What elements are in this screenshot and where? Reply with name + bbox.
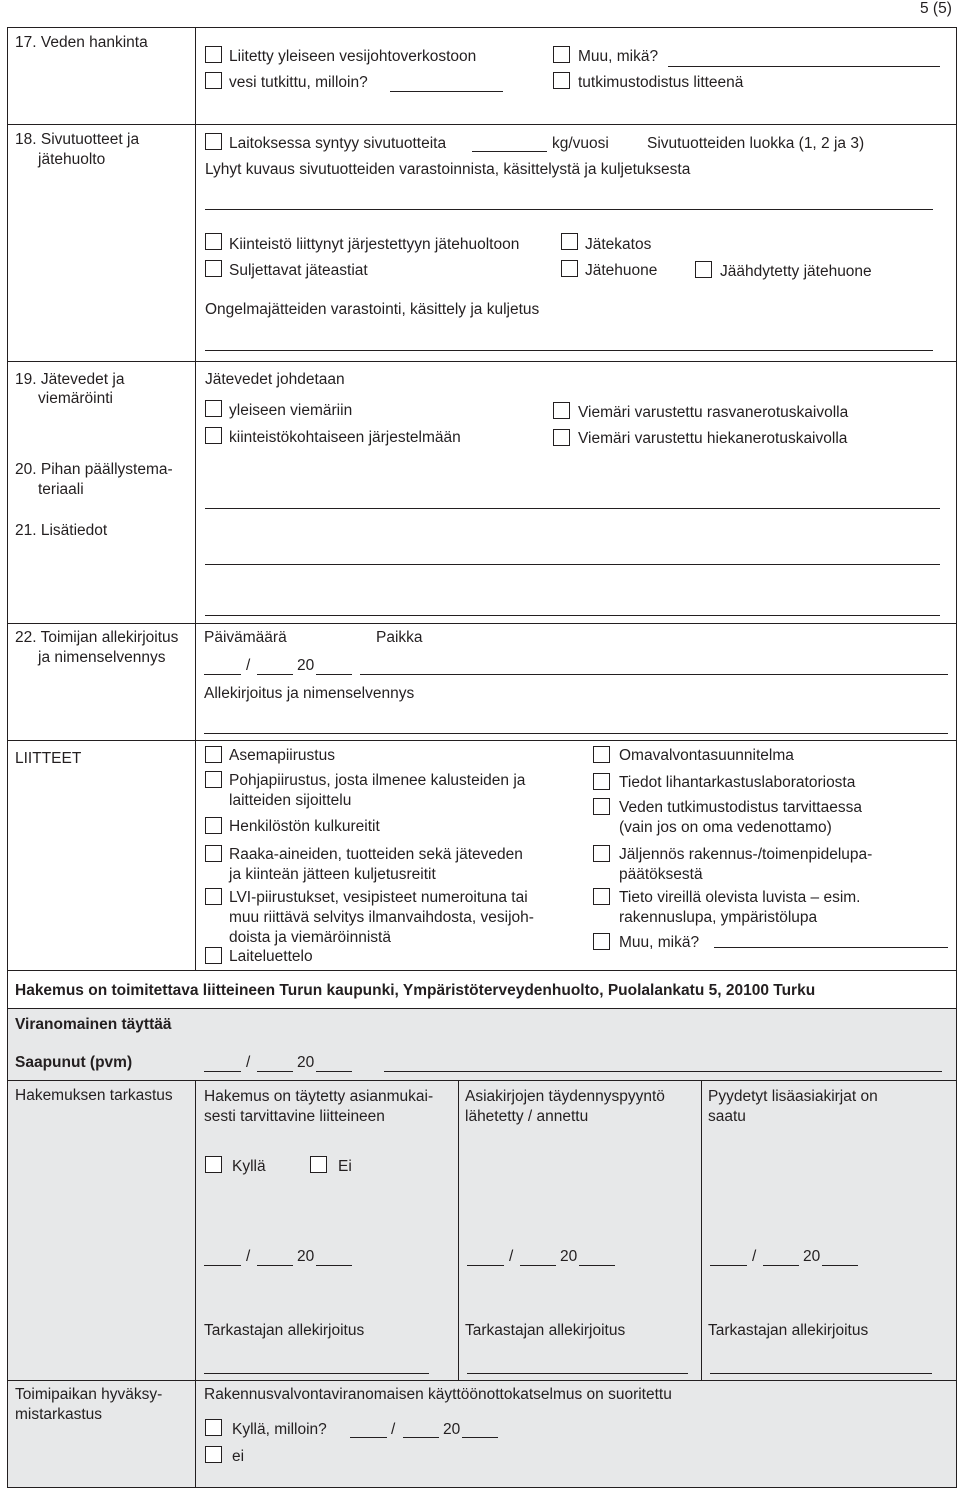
- s19-o3: Viemäri varustettu rasvanerotuskaivolla: [578, 404, 849, 421]
- checkbox-s17-connected[interactable]: [205, 46, 222, 63]
- s18-byproducts: Laitoksessa syntyy sivutuotteita: [229, 135, 447, 152]
- s22-year-field[interactable]: [316, 674, 352, 675]
- arrived-month-field[interactable]: [257, 1071, 293, 1072]
- check-c1-line2: sesti tarvittavine liitteineen: [204, 1108, 385, 1125]
- checkbox-property-system[interactable]: [205, 427, 222, 444]
- s19-o1: yleiseen viemäriin: [229, 402, 353, 419]
- col2-year-field[interactable]: [822, 1265, 858, 1266]
- s18-w2: Jätekatos: [585, 236, 652, 253]
- checkbox-s17-other[interactable]: [553, 46, 570, 63]
- attachment-left-4-line-0: LVI-piirustukset, vesipisteet numeroituna tai: [229, 889, 528, 906]
- s21-field-2[interactable]: [205, 615, 940, 616]
- arrived-slash: /: [246, 1054, 251, 1071]
- attachment-left-0-line-0: Asemapiirustus: [229, 747, 335, 764]
- check-label: Hakemuksen tarkastus: [15, 1087, 173, 1104]
- checkbox-attachment-left-4[interactable]: [205, 888, 222, 905]
- s17-opt4: tutkimustodistus litteenä: [578, 74, 744, 91]
- submit-instruction: Hakemus on toimitettava liitteineen Turun kaupunki, Ympäristöterveydenhuolto, Puolalankatu 5, 20100 Turku: [15, 982, 816, 999]
- inspector-label-2: Tarkastajan allekirjoitus: [465, 1322, 626, 1339]
- attachment-right-4-line-1: rakennuslupa, ympäristölupa: [619, 909, 818, 926]
- attachment-right-0-line-0: Omavalvontasuunnitelma: [619, 747, 794, 764]
- inspection-month-field[interactable]: [403, 1437, 439, 1438]
- col0-day-field[interactable]: [204, 1265, 241, 1266]
- checkbox-s17-tested[interactable]: [205, 72, 222, 89]
- attachments-label: LIITTEET: [15, 750, 82, 767]
- checkbox-inspection-yes[interactable]: [205, 1419, 222, 1436]
- attachment-right-2-line-1: (vain jos on oma vedenottamo): [619, 819, 832, 836]
- authority-title: Viranomainen täyttää: [15, 1016, 172, 1033]
- attachment-right-3-line-1: päätöksestä: [619, 866, 703, 883]
- col0-year: 20: [297, 1248, 315, 1265]
- checkbox-attachment-left-1[interactable]: [205, 771, 222, 788]
- s22-year: 20: [297, 657, 315, 674]
- attachment-left-4-line-1: muu riittävä selvitys ilmanvaihdosta, vesijoh-: [229, 909, 534, 926]
- s18-label2: jätehuolto: [38, 151, 106, 168]
- s22-label1: 22. Toimijan allekirjoitus: [15, 629, 179, 646]
- s20-label2: teriaali: [38, 481, 84, 498]
- attachment-right-2-line-0: Veden tutkimustodistus tarvittaessa: [619, 799, 862, 816]
- attachment-left-4-line-2: doista ja viemäröinnistä: [229, 929, 391, 946]
- s17-tested-field[interactable]: [390, 91, 503, 92]
- checkbox-byproducts[interactable]: [205, 133, 222, 150]
- col2-month-field[interactable]: [763, 1265, 799, 1266]
- checkbox-s17-cert[interactable]: [553, 72, 570, 89]
- s18-w3: Suljettavat jäteastiat: [229, 262, 368, 279]
- checkbox-closable-bins[interactable]: [205, 260, 222, 277]
- col0-year-field[interactable]: [316, 1265, 352, 1266]
- inspection-year: 20: [443, 1421, 461, 1438]
- s20-field[interactable]: [205, 508, 940, 509]
- s22-date-label: Päivämäärä: [204, 629, 287, 646]
- s22-sign-label: Allekirjoitus ja nimenselvennys: [204, 685, 415, 702]
- s18-w5: Jäähdytetty jätehuone: [720, 263, 872, 280]
- attachment-other-field[interactable]: [714, 947, 948, 948]
- checkbox-attachment-right-1[interactable]: [593, 773, 610, 790]
- approval-label-1: Toimipaikan hyväksy-: [15, 1386, 163, 1403]
- approval-label-2: mistarkastus: [15, 1406, 102, 1423]
- inspection-yes-label: Kyllä, milloin?: [232, 1421, 327, 1438]
- checkbox-attachment-left-5[interactable]: [205, 947, 222, 964]
- col1-day-field[interactable]: [467, 1265, 504, 1266]
- checkbox-attachment-right-4[interactable]: [593, 888, 610, 905]
- s18-hazard-field[interactable]: [205, 350, 933, 351]
- check-c2-line1: Asiakirjojen täydennyspyyntö: [465, 1088, 665, 1105]
- s18-desc: Lyhyt kuvaus sivutuotteiden varastoinnista, käsittelystä ja kuljetuksesta: [205, 161, 691, 178]
- col0-month-field[interactable]: [257, 1265, 293, 1266]
- inspection-day-field[interactable]: [350, 1437, 387, 1438]
- s17-opt2: vesi tutkittu, milloin?: [229, 74, 368, 91]
- col0-slash: /: [246, 1248, 251, 1265]
- s19-label1: 19. Jätevedet ja: [15, 371, 125, 388]
- inspection-no-label: ei: [232, 1448, 245, 1465]
- s18-unit: kg/vuosi: [552, 135, 609, 152]
- arrived-label: Saapunut (pvm): [15, 1054, 133, 1071]
- checkbox-inspection-no[interactable]: [205, 1446, 222, 1463]
- checkbox-attachment-left-2[interactable]: [205, 817, 222, 834]
- s20-label1: 20. Pihan päällystema-: [15, 461, 173, 478]
- check-c3-line1: Pyydetyt lisäasiakirjat on: [708, 1088, 878, 1105]
- inspector-sign-field-2[interactable]: [467, 1373, 688, 1374]
- attachment-left-1-line-1: laitteiden sijoittelu: [229, 792, 352, 809]
- s22-place-field[interactable]: [360, 674, 948, 675]
- s22-sign-field[interactable]: [204, 733, 948, 734]
- checkbox-waste-shelter[interactable]: [561, 233, 578, 250]
- s22-slash: /: [246, 657, 251, 674]
- s19-o4: Viemäri varustettu hiekanerotuskaivolla: [578, 430, 848, 447]
- check-yes-label: Kyllä: [232, 1158, 266, 1175]
- s19-title: Jätevedet johdetaan: [205, 371, 345, 388]
- check-c1-line1: Hakemus on täytetty asianmukai-: [204, 1088, 434, 1105]
- checkbox-attachment-right-5[interactable]: [593, 933, 610, 950]
- s17-opt3: Muu, mikä?: [578, 48, 659, 65]
- col1-month-field[interactable]: [520, 1265, 556, 1266]
- s19-label2: viemäröinti: [38, 390, 113, 407]
- checkbox-cooled-waste-room[interactable]: [695, 261, 712, 278]
- checkbox-grease-trap[interactable]: [553, 402, 570, 419]
- checkbox-attachment-left-0[interactable]: [205, 746, 222, 763]
- s18-class: Sivutuotteiden luokka (1, 2 ja 3): [647, 135, 865, 152]
- inspection-year-field[interactable]: [462, 1437, 498, 1438]
- checkbox-check-no[interactable]: [310, 1156, 327, 1173]
- checkbox-attachment-right-0[interactable]: [593, 746, 610, 763]
- check-no-label: Ei: [338, 1158, 352, 1175]
- checkbox-attachment-right-3[interactable]: [593, 845, 610, 862]
- arrived-year-field[interactable]: [316, 1071, 352, 1072]
- col2-year: 20: [803, 1248, 821, 1265]
- arrived-day-field[interactable]: [204, 1071, 241, 1072]
- check-c3-line2: saatu: [708, 1108, 746, 1125]
- attachment-left-3-line-1: ja kiinteän jätteen kuljetusreitit: [229, 866, 436, 883]
- s18-label1: 18. Sivutuotteet ja: [15, 131, 140, 148]
- checkbox-sand-trap[interactable]: [553, 429, 570, 446]
- check-c2-line2: lähetetty / annettu: [465, 1108, 589, 1125]
- s17-other-field[interactable]: [668, 66, 940, 67]
- checkbox-attachment-left-3[interactable]: [205, 845, 222, 862]
- s22-day-field[interactable]: [204, 674, 241, 675]
- byproducts-amount-field[interactable]: [472, 151, 547, 152]
- s22-label2: ja nimenselvennys: [38, 649, 166, 666]
- attachment-left-2-line-0: Henkilöstön kulkureitit: [229, 818, 380, 835]
- s17-label: 17. Veden hankinta: [15, 34, 148, 51]
- s18-hazard: Ongelmajätteiden varastointi, käsittely ja kuljetus: [205, 301, 540, 318]
- attachment-left-1-line-0: Pohjapiirustus, josta ilmenee kalusteiden ja: [229, 772, 526, 789]
- building-inspection-label: Rakennusvalvontaviranomaisen käyttöönottokatselmus on suoritettu: [204, 1386, 672, 1403]
- arrived-extra-field[interactable]: [384, 1071, 942, 1072]
- checkbox-waste-service[interactable]: [205, 233, 222, 250]
- s18-desc-field[interactable]: [205, 209, 933, 210]
- checkbox-attachment-right-2[interactable]: [593, 798, 610, 815]
- col2-day-field[interactable]: [710, 1265, 747, 1266]
- s19-o2: kiinteistökohtaiseen järjestelmään: [229, 429, 461, 446]
- s18-w4: Jätehuone: [585, 262, 658, 279]
- inspection-slash: /: [391, 1421, 396, 1438]
- attachment-right-3-line-0: Jäljennös rakennus-/toimenpidelupa-: [619, 846, 873, 863]
- s17-opt1: Liitetty yleiseen vesijohtoverkostoon: [229, 48, 477, 65]
- inspector-sign-field-3[interactable]: [710, 1373, 932, 1374]
- s22-place-label: Paikka: [376, 629, 423, 646]
- attachment-right-1-line-0: Tiedot lihantarkastuslaboratoriosta: [619, 774, 856, 791]
- col1-year: 20: [560, 1248, 578, 1265]
- attachment-right-5-line-0: Muu, mikä?: [619, 934, 700, 951]
- s18-w1: Kiinteistö liittynyt järjestettyyn jätehuoltoon: [229, 236, 520, 253]
- checkbox-check-yes[interactable]: [205, 1156, 222, 1173]
- s22-month-field[interactable]: [257, 674, 293, 675]
- attachment-left-3-line-0: Raaka-aineiden, tuotteiden sekä jäteveden: [229, 846, 523, 863]
- col1-slash: /: [509, 1248, 514, 1265]
- inspector-label-1: Tarkastajan allekirjoitus: [204, 1322, 365, 1339]
- s21-field-1[interactable]: [205, 564, 940, 565]
- inspector-label-3: Tarkastajan allekirjoitus: [708, 1322, 869, 1339]
- arrived-year: 20: [297, 1054, 315, 1071]
- attachment-right-4-line-0: Tieto vireillä olevista luvista – esim.: [619, 889, 861, 906]
- col1-year-field[interactable]: [579, 1265, 615, 1266]
- checkbox-waste-room[interactable]: [561, 260, 578, 277]
- checkbox-public-sewer[interactable]: [205, 400, 222, 417]
- attachment-left-5-line-0: Laiteluettelo: [229, 948, 313, 965]
- s21-label: 21. Lisätiedot: [15, 522, 108, 539]
- inspector-sign-field-1[interactable]: [204, 1373, 429, 1374]
- col2-slash: /: [752, 1248, 757, 1265]
- page-number: 5 (5): [920, 0, 952, 17]
